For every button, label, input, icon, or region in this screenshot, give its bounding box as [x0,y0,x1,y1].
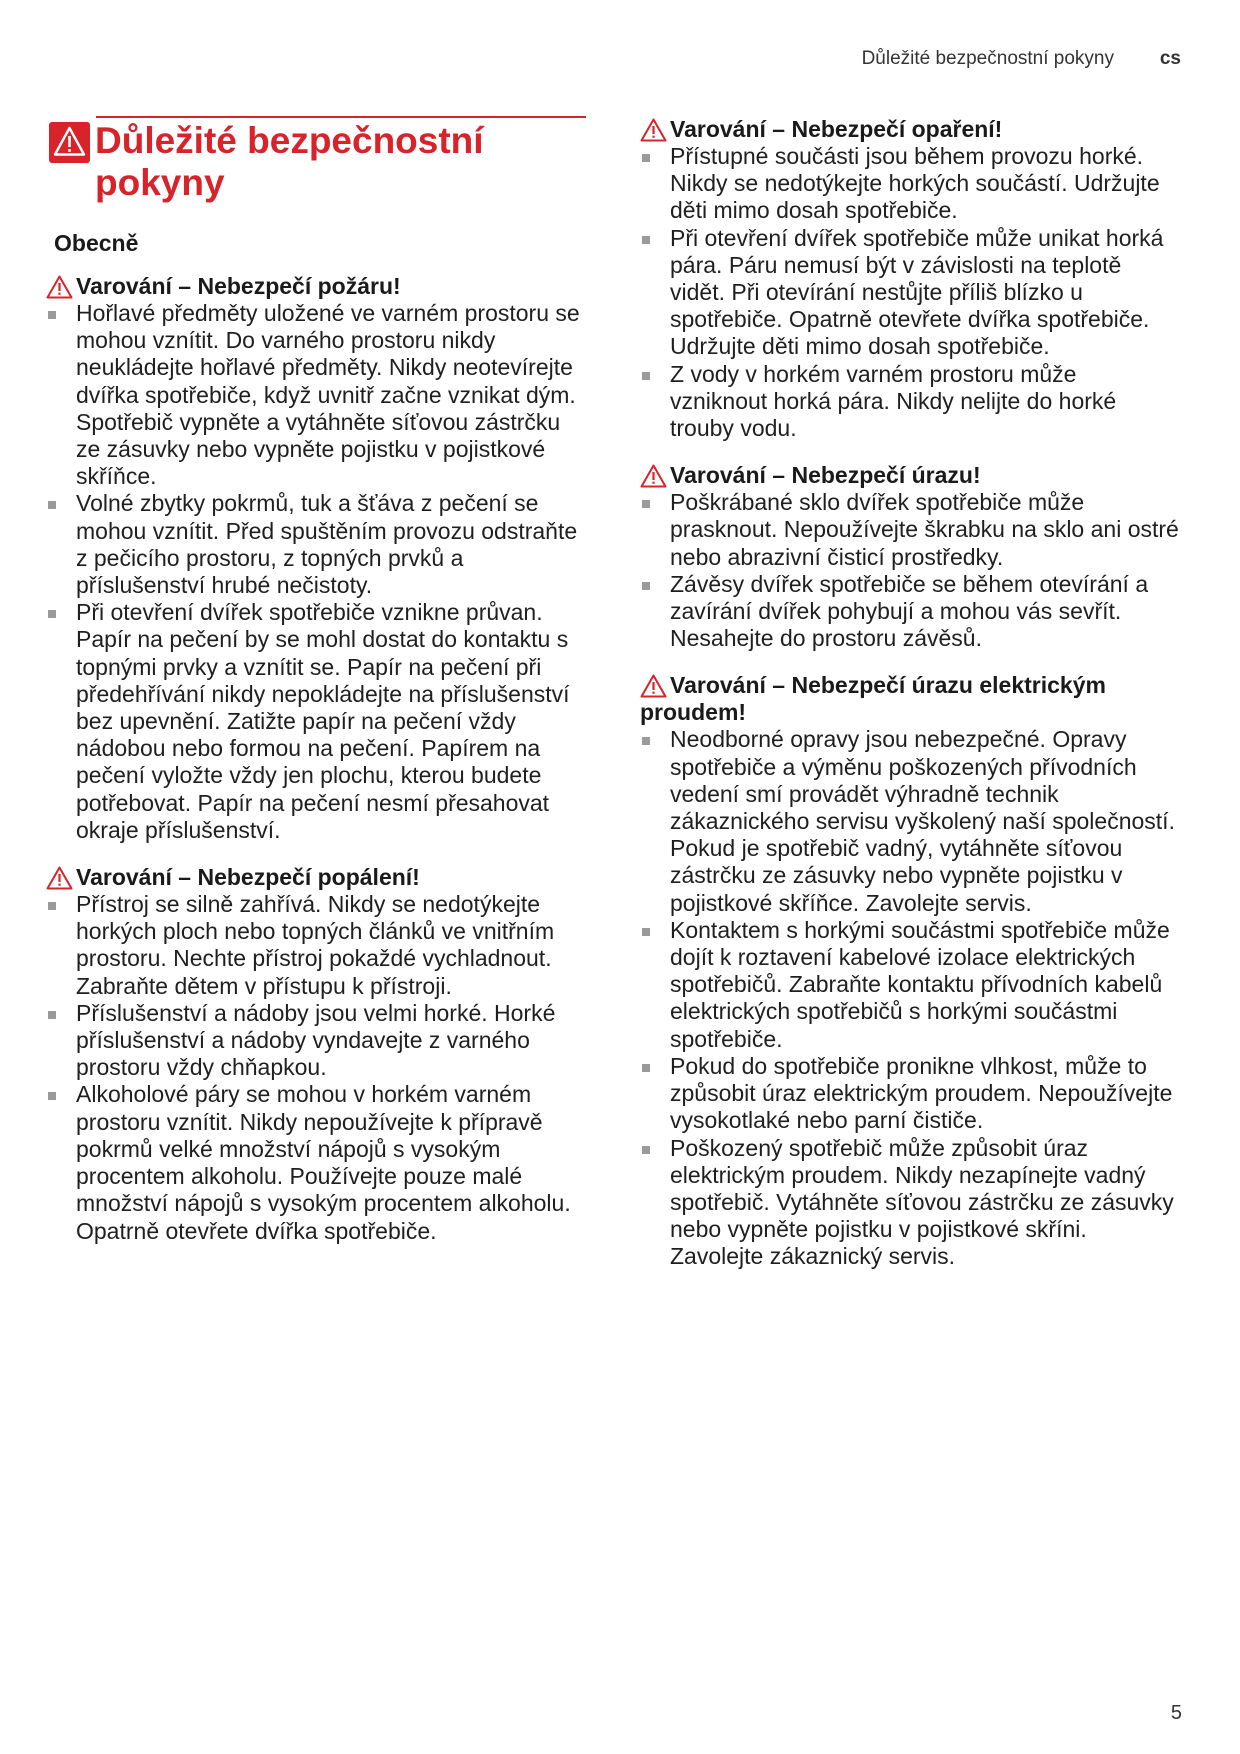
title-rule [96,116,586,118]
warning-fire [46,273,586,844]
warning-triangle-icon [640,674,667,698]
list-item: Hořlavé předměty uložené ve varném prostoru se mohou vznítit. Do varného prostoru nikdy neukládejte hořlavé předměty. Nikdy neotevírejte dvířka spotřebiče, když uvnitř začne vznikat dým. Spotřebič vypněte a vytáhněte síťovou zástrčku ze zásuvky nebo vypněte pojistku v pojistkové skříňce. [46,300,586,490]
header-title: Důležité bezpečnostní pokyny [861,48,1114,69]
list-item: Pokud do spotřebiče pronikne vlhkost, může to způsobit úraz elektrickým proudem. Nepoužívejte vysokotlaké nebo parní čističe. [640,1053,1180,1135]
warning-triangle-icon [640,118,667,142]
list-item: Při otevření dvířek spotřebiče může unikat horká pára. Páru nemusí být v závislosti na teplotě vidět. Při otevírání nestůjte příliš blízko u spotřebiče. Opatrně otevřete dvířka spotřebiče. Udržujte děti mimo dosah spotřebiče. [640,225,1180,361]
list-item: Poškozený spotřebič může způsobit úraz elektrickým proudem. Nikdy nezapínejte vadný spotřebič. Vytáhněte síťovou zástrčku ze zásuvky nebo vypněte pojistku v pojistkové skříni. Zavolejte zákaznický servis. [640,1135,1180,1271]
list-item: Přístroj se silně zahřívá. Nikdy se nedotýkejte horkých ploch nebo topných článků ve vnitřním prostoru. Nechte přístroj pokaždé vychladnout. Zabraňte dětem v přístupu k přístroji. [46,891,586,1000]
warning-burn [46,864,586,1245]
title-block [46,116,586,204]
warning-triangle-icon [46,275,73,299]
list-item: Při otevření dvířek spotřebiče vznikne průvan. Papír na pečení by se mohl dostat do kontaktu s topnými prvky a vznítit se. Papír na pečení při předehřívání nikdy nepokládejte na příslušenství bez upevnění. Zatižte papír na pečení vždy nádobou nebo formou na pečení. Papírem na pečení vyložte vždy jen plochu, kterou budete potřebovat. Papír na pečení nesmí přesahovat okraje příslušenství. [46,599,586,844]
list-item: Neodborné opravy jsou nebezpečné. Opravy spotřebiče a výměnu poškozených přívodních vedení smí provádět výhradně technik zákaznického servisu vyškolený naší společností. Pokud je spotřebič vadný, vytáhněte síťovou zástrčku ze zásuvky nebo vypněte pojistku v pojistkové skříňce. Zavolejte servis. [640,726,1180,916]
warning-heading: Varování – Nebezpečí úrazu! [640,462,1180,489]
page-title: Důležité bezpečnostní pokyny [95,120,484,203]
section-heading: Obecně [54,230,139,256]
list-item: Přístupné součásti jsou během provozu horké. Nikdy se nedotýkejte horkých součástí. Udržujte děti mimo dosah spotřebiče. [640,143,1180,225]
list-item: Poškrábané sklo dvířek spotřebiče může prasknout. Nepoužívejte škrabku na sklo ani ostré nebo abrazivní čisticí prostředky. [640,489,1180,571]
warning-triangle-icon [49,122,90,163]
warning-heading: Varování – Nebezpečí opaření! [640,116,1180,143]
warning-scald [640,116,1180,442]
page-header [0,48,1240,72]
list-item: Alkoholové páry se mohou v horkém varném prostoru vznítit. Nikdy nepoužívejte k přípravě pokrmů velké množství nápojů s vysokým procentem alkoholu. Používejte pouze malé množství nápojů s vysokým procentem alkoholu. Opatrně otevřete dvířka spotřebiče. [46,1081,586,1244]
page-number: 5 [1170,1702,1182,1724]
list-item: Kontaktem s horkými součástmi spotřebiče může dojít k roztavení kabelové izolace elektrických spotřebičů. Zabraňte kontaktu přívodních kabelů elektrických spotřebičů s horkými součástmi spotřebiče. [640,917,1180,1053]
list-item: Volné zbytky pokrmů, tuk a šťáva z pečení se mohou vznítit. Před spuštěním provozu odstraňte z pečicího prostoru, z topných prvků a příslušenství hrubé nečistoty. [46,490,586,599]
warning-injury [640,462,1180,652]
warning-heading: Varování – Nebezpečí úrazu elektrickým proudem! [640,672,1106,726]
warning-electric [640,672,1180,1270]
left-column [46,116,586,1265]
list-item: Z vody v horkém varném prostoru může vzniknout horká pára. Nikdy nelijte do horké trouby vodu. [640,361,1180,443]
warning-heading: Varování – Nebezpečí popálení! [46,864,586,891]
warning-triangle-icon [640,464,667,488]
right-column [640,116,1180,1291]
list-item: Příslušenství a nádoby jsou velmi horké. Horké příslušenství a nádoby vyndavejte z varného prostoru vždy chňapkou. [46,1000,586,1082]
warning-triangle-icon [46,866,73,890]
language-code: cs [1159,48,1181,69]
warning-heading: Varování – Nebezpečí požáru! [46,273,586,300]
list-item: Závěsy dvířek spotřebiče se během otevírání a zavírání dvířek pohybují a mohou vás sevřít. Nesahejte do prostoru závěsů. [640,571,1180,653]
